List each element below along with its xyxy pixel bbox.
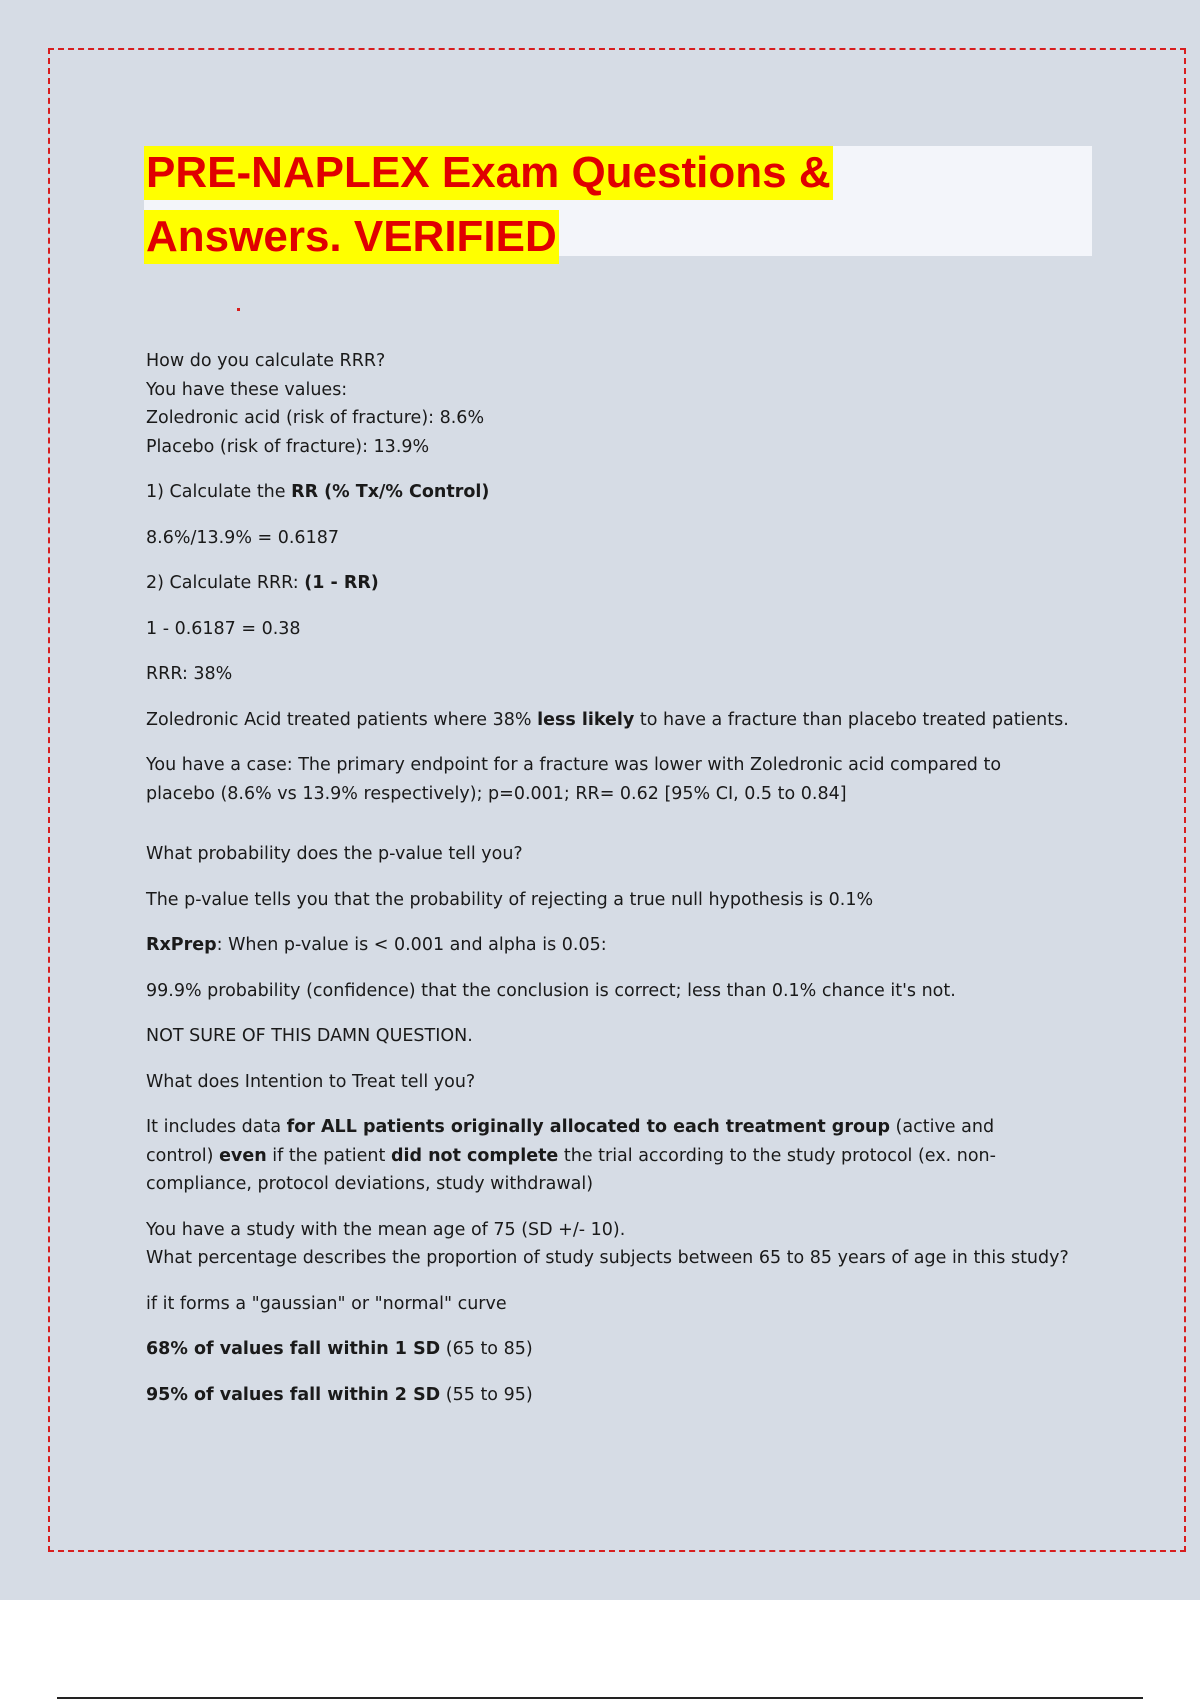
itt-text-6: compliance, protocol deviations, study withdrawal) <box>146 1174 594 1194</box>
question-rrr <box>146 347 1106 461</box>
itt-text-5: the trial according to the study protocol (ex. non- <box>558 1145 996 1166</box>
rrr-conclusion <box>146 706 1106 735</box>
title-block <box>144 146 1092 261</box>
rxprep-note <box>146 931 1106 960</box>
case-line-2: placebo (8.6% vs 13.9% respectively); p=0.001; RR= 0.62 [95% CI, 0.5 to 0.84] <box>146 783 847 804</box>
question-p-value: What probability does the p-value tell you? <box>146 844 523 864</box>
itt-bold-1: for ALL patients originally allocated to each treatment group <box>286 1117 890 1137</box>
rrr-conclusion-suffix: to have a fracture than placebo treated patients. <box>634 709 1069 730</box>
answer-itt <box>146 1113 1106 1199</box>
step-1 <box>146 478 1106 507</box>
question-rrr-line-3: Zoledronic acid (risk of fracture): 8.6% <box>146 408 485 428</box>
question-itt: What does Intention to Treat tell you? <box>146 1071 476 1092</box>
calculation-2: 1 - 0.6187 = 0.38 <box>146 618 301 639</box>
itt-bold-3: did not complete <box>390 1145 559 1166</box>
question-rrr-line-1: How do you calculate RRR? <box>146 351 386 371</box>
red-dot-mark <box>237 308 240 311</box>
step-2-bold: (1 - RR) <box>304 573 379 593</box>
question-rrr-line-2: You have these values: <box>146 379 348 400</box>
question-age <box>146 1216 1106 1273</box>
question-age-line-2: What percentage describes the proportion of study subjects between 65 to 85 years of age in this study? <box>146 1248 1069 1268</box>
step-2 <box>146 569 1106 598</box>
step-1-text: 1) Calculate the <box>146 482 292 502</box>
footer-divider <box>57 1697 1143 1699</box>
case-line-1: You have a case: The primary endpoint for a fracture was lower with Zoledronic acid compared to <box>146 755 1002 775</box>
itt-text-3: control) <box>146 1145 220 1166</box>
rrr-conclusion-prefix: Zoledronic Acid treated patients where 38% <box>146 709 538 730</box>
sd-2-text: (55 to 95) <box>440 1384 533 1405</box>
document-title-line-2: Answers. VERIFIED <box>144 210 559 264</box>
rxprep-text: : When p-value is < 0.001 and alpha is 0.05: <box>216 935 607 955</box>
question-age-line-1: You have a study with the mean age of 75 (SD +/- 10). <box>146 1219 626 1240</box>
itt-text-1: It includes data <box>146 1117 287 1137</box>
rrr-result: RRR: 38% <box>146 664 233 684</box>
rxprep-label: RxPrep <box>146 935 217 955</box>
sd-1-note <box>146 1335 1106 1364</box>
rrr-conclusion-bold: less likely <box>537 709 635 730</box>
step-1-bold: RR (% Tx/% Control) <box>291 482 490 502</box>
document-title-line-1: PRE-NAPLEX Exam Questions & <box>144 146 833 200</box>
sd-1-text: (65 to 85) <box>440 1339 533 1359</box>
not-sure-note: NOT SURE OF THIS DAMN QUESTION. <box>146 1026 473 1046</box>
step-2-text: 2) Calculate RRR: <box>146 573 305 593</box>
document-body <box>146 347 1106 1426</box>
sd-1-bold: 68% of values fall within 1 SD <box>146 1339 441 1359</box>
confidence-note: 99.9% probability (confidence) that the conclusion is correct; less than 0.1% chance it's not. <box>146 980 956 1001</box>
calculation-1: 8.6%/13.9% = 0.6187 <box>146 527 339 548</box>
itt-text-2: (active and <box>889 1117 995 1137</box>
case-description <box>146 751 1106 808</box>
sd-2-note <box>146 1381 1106 1410</box>
itt-bold-2: even <box>219 1145 267 1166</box>
question-rrr-line-4: Placebo (risk of fracture): 13.9% <box>146 436 430 457</box>
itt-text-4: if the patient <box>266 1145 391 1166</box>
gaussian-note: if it forms a "gaussian" or "normal" curve <box>146 1293 507 1314</box>
sd-2-bold: 95% of values fall within 2 SD <box>146 1384 441 1405</box>
answer-p-value: The p-value tells you that the probability of rejecting a true null hypothesis is 0.1% <box>146 889 874 910</box>
